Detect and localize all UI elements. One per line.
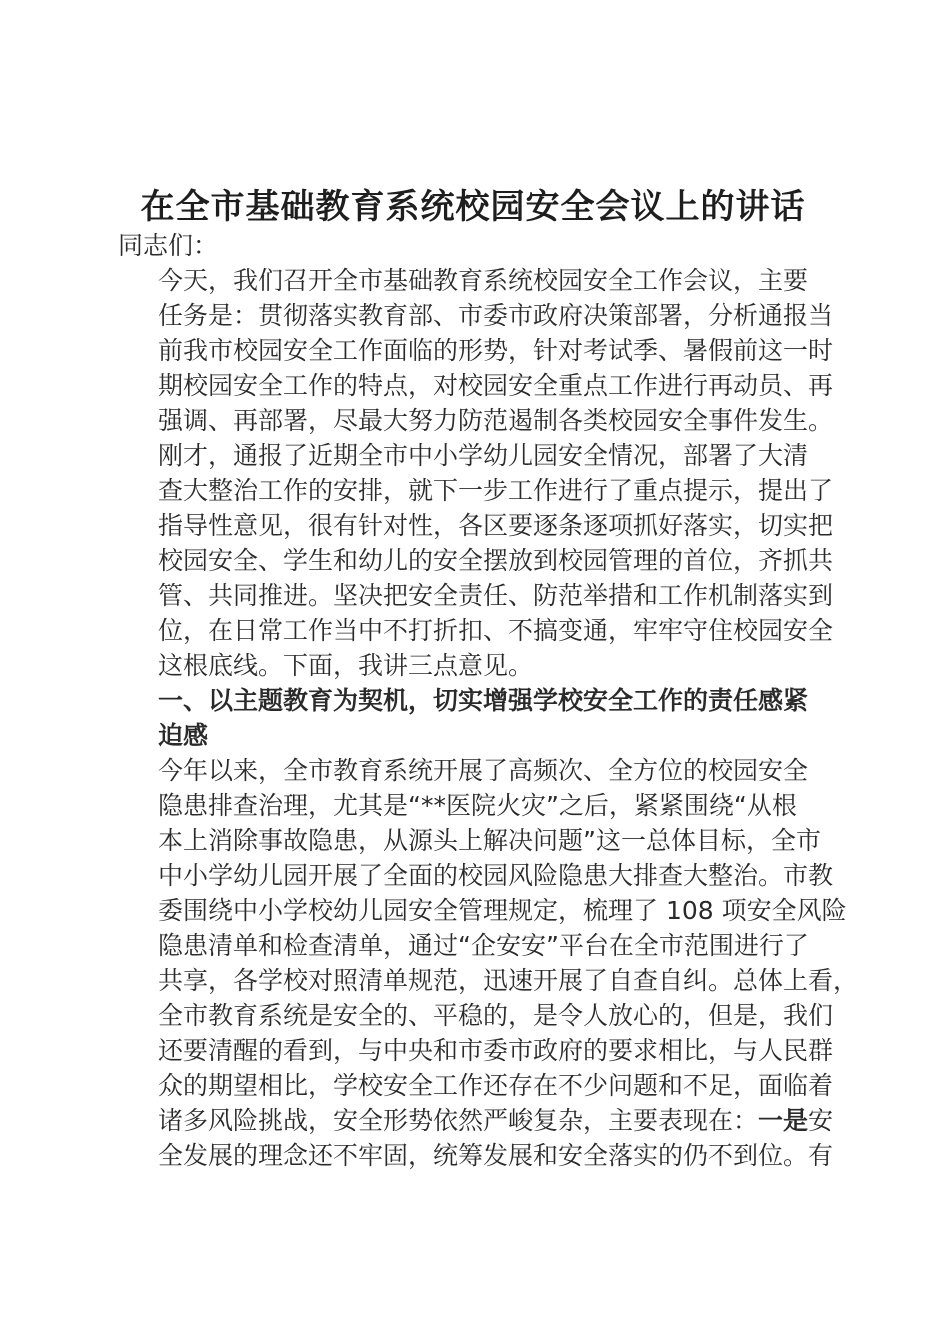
paragraph-line: 全市教育系统是安全的、平稳的，是令人放心的，但是，我们 (158, 1001, 834, 1030)
paragraph-line: 还要清醒的看到，与中央和市委市政府的要求相比，与人民群 (158, 1036, 834, 1065)
document-page (118, 186, 859, 1173)
paragraph-line: 校园安全、学生和幼儿的安全摆放到校园管理的首位，齐抓共 (158, 546, 834, 575)
paragraph-line: 前我市校园安全工作面临的形势，针对考试季、暑假前这一时 (158, 336, 834, 365)
paragraph-section-1 (118, 753, 859, 1173)
salutation: 同志们： (118, 231, 219, 260)
paragraph-line: 全发展的理念还不牢固，统筹发展和安全落实的仍不到位。有 (158, 1141, 834, 1170)
paragraph-line: 强调、再部署，尽最大努力防范遏制各类校园安全事件发生。 (158, 406, 834, 435)
emphasis-text: 一是 (758, 1106, 809, 1135)
paragraph-line: 刚才，通报了近期全市中小学幼儿园安全情况，部署了大清 (158, 441, 809, 470)
heading-line: 迫感 (158, 721, 209, 750)
paragraph-line: 这根底线。下面，我讲三点意见。 (158, 651, 534, 680)
paragraph-line: 委围绕中小学校幼儿园安全管理规定，梳理了 108 项安全风险 (158, 896, 847, 925)
paragraph-line: 隐患清单和检查清单，通过“企安安”平台在全市范围进行了 (158, 931, 809, 960)
paragraph-line: 众的期望相比，学校安全工作还存在不少问题和不足，面临着 (158, 1071, 834, 1100)
paragraph-intro (118, 263, 834, 438)
paragraph-line: 期校园安全工作的特点，对校园安全重点工作进行再动员、再 (158, 371, 834, 400)
paragraph-line: 位，在日常工作当中不打折扣、不搞变通，牢牢守住校园安全 (158, 616, 834, 645)
paragraph-line: 管、共同推进。坚决把安全责任、防范举措和工作机制落实到 (158, 581, 834, 610)
paragraph-line: 指导性意见，很有针对性，各区要逐条逐项抓好落实，切实把 (158, 511, 834, 540)
paragraph-line (118, 1103, 834, 1138)
paragraph-line: 隐患排查治理，尤其是“**医院火灾”之后，紧紧围绕“从根 (158, 791, 797, 820)
paragraph-line: 今天，我们召开全市基础教育系统校园安全工作会议，主要 (158, 266, 809, 295)
section-heading-1 (118, 683, 828, 753)
paragraph-text: 诸多风险挑战，安全形势依然严峻复杂，主要表现在： (158, 1106, 759, 1135)
paragraph-review (118, 438, 834, 683)
document-title: 在全市基础教育系统校园安全会议上的讲话 (140, 187, 806, 227)
paragraph-line: 共享，各学校对照清单规范，迅速开展了自查自纠。总体上看， (158, 966, 859, 995)
paragraph-line: 今年以来，全市教育系统开展了高频次、全方位的校园安全 (158, 756, 809, 785)
paragraph-text: 安 (808, 1106, 834, 1135)
paragraph-line: 本上消除事故隐患，从源头上解决问题”这一总体目标，全市 (158, 826, 821, 855)
paragraph-line: 任务是：贯彻落实教育部、市委市政府决策部署，分析通报当 (158, 301, 834, 330)
paragraph-line: 中小学幼儿园开展了全面的校园风险隐患大排查大整治。市教 (158, 861, 834, 890)
paragraph-line: 查大整治工作的安排，就下一步工作进行了重点提示，提出了 (158, 476, 834, 505)
heading-line: 一、以主题教育为契机，切实增强学校安全工作的责任感紧 (158, 686, 809, 715)
